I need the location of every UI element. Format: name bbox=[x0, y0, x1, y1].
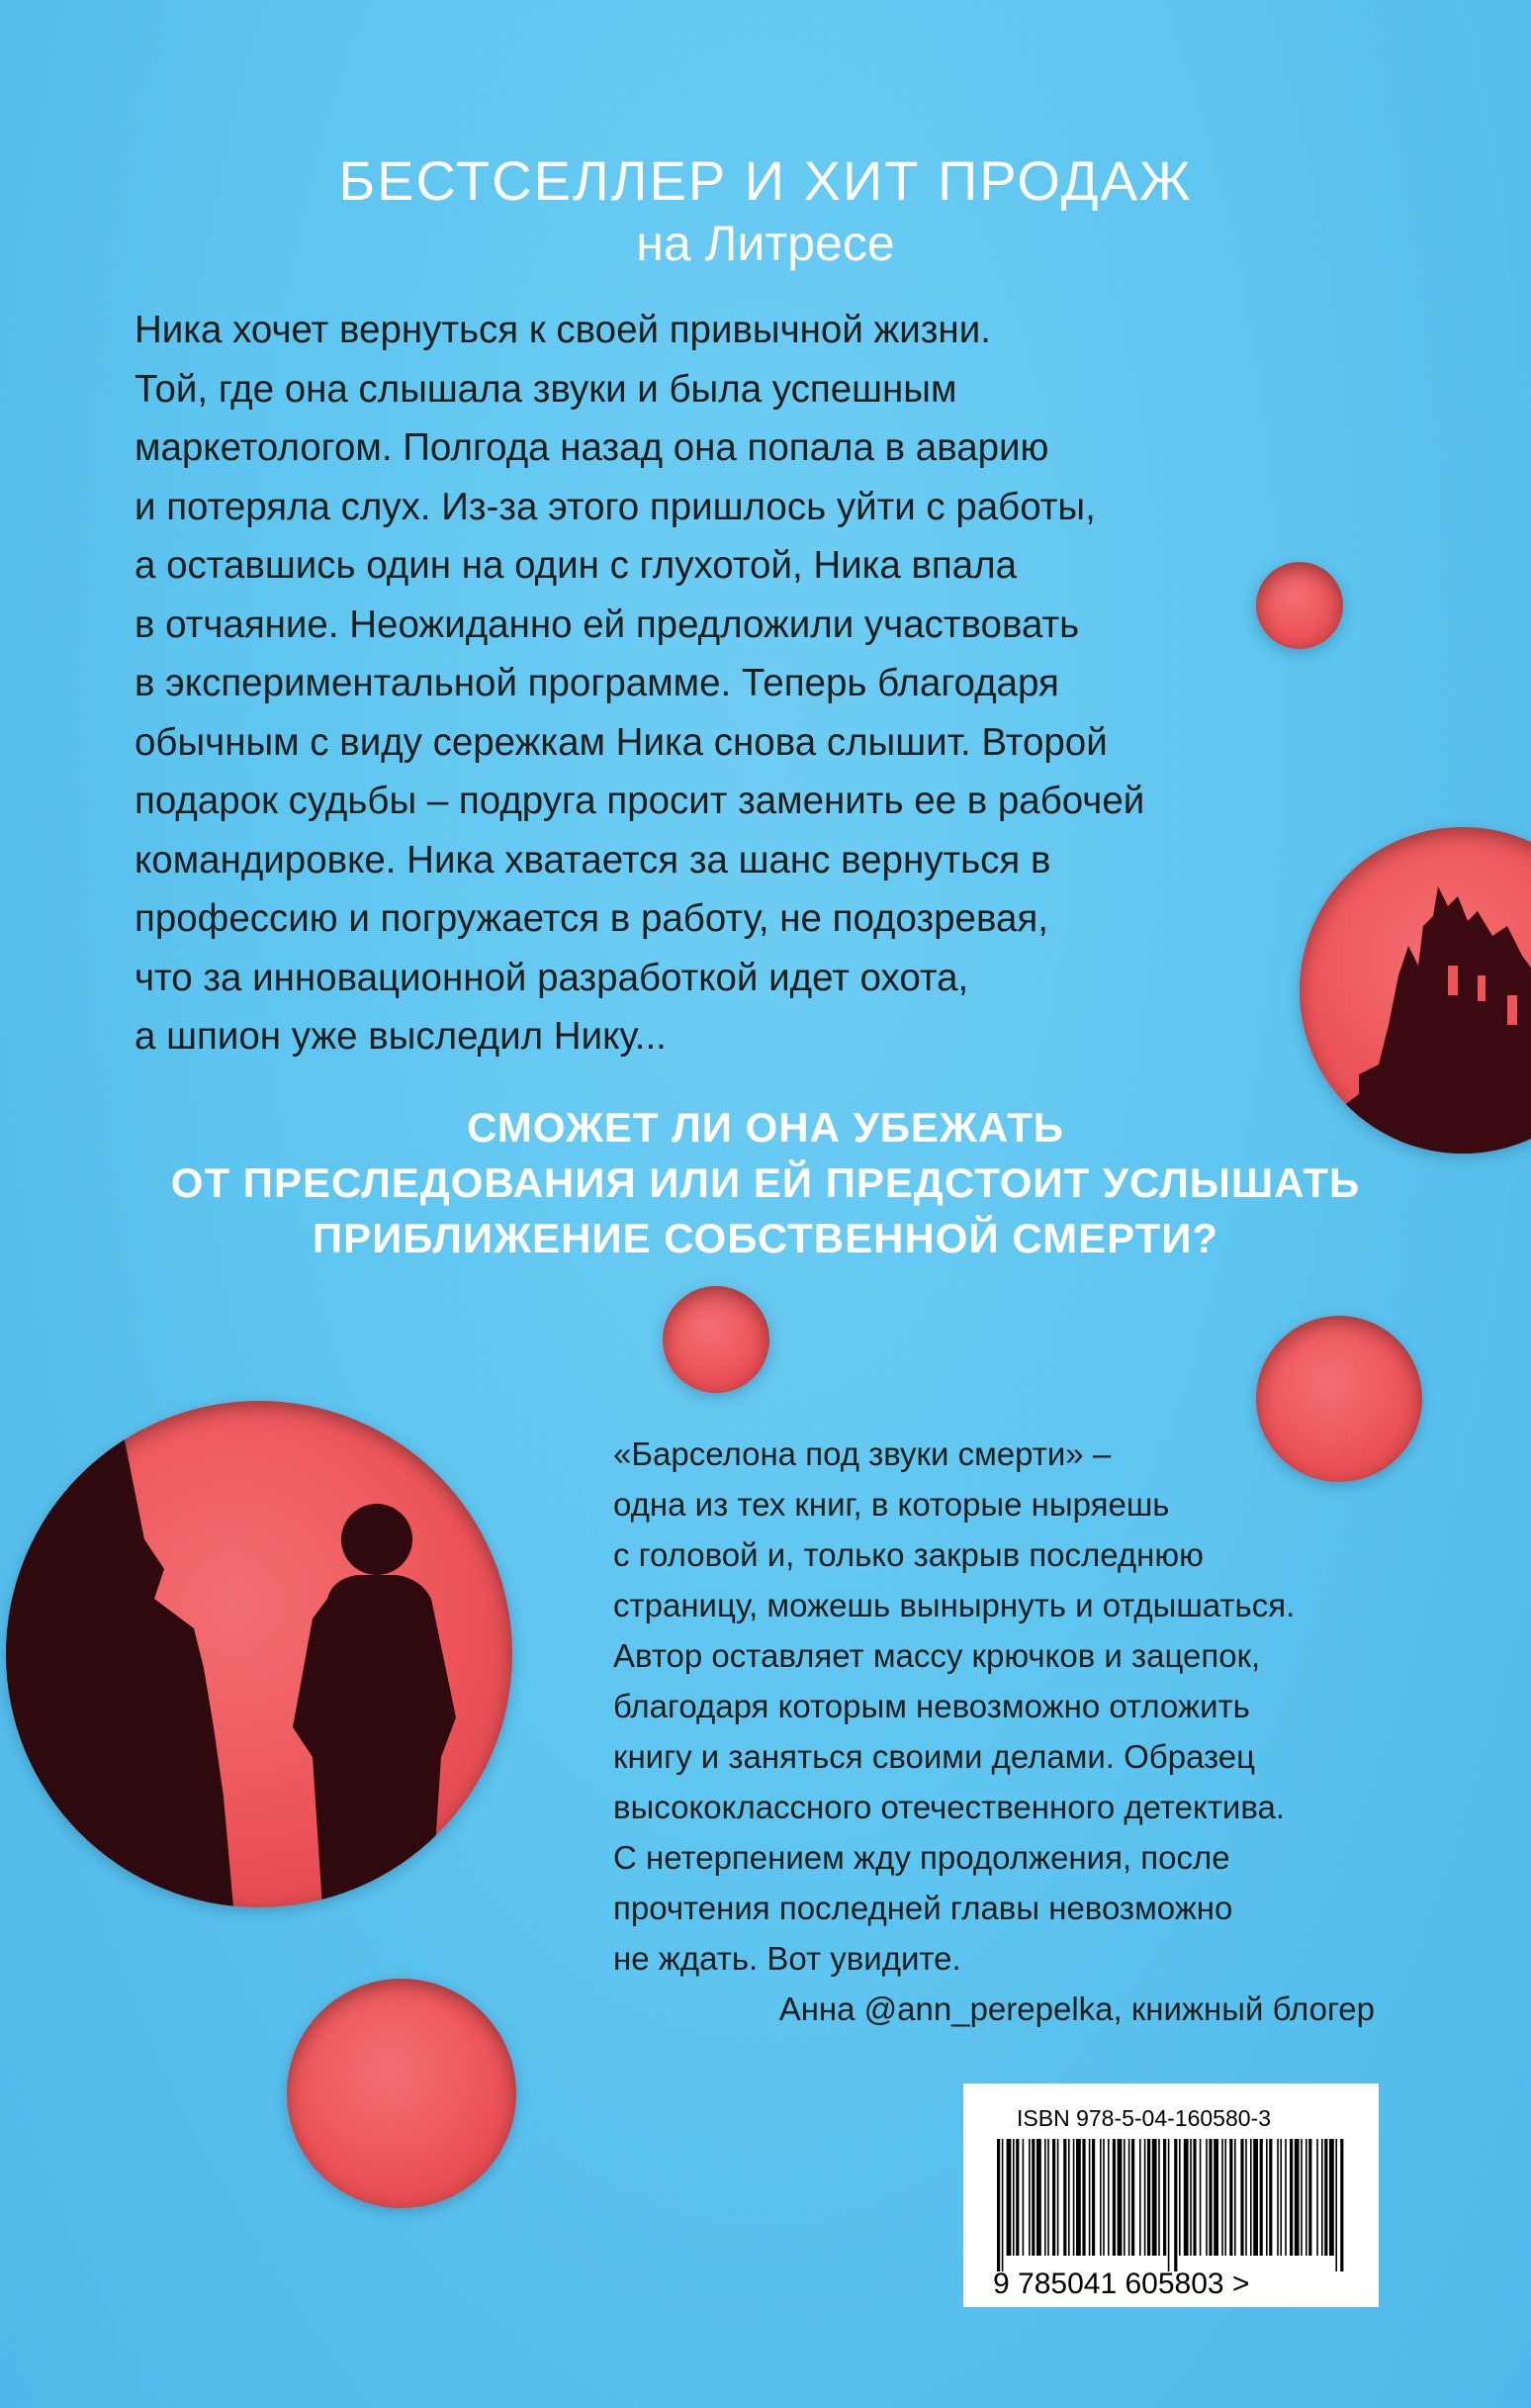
barcode-bar bbox=[1277, 2139, 1279, 2256]
man-silhouette-circle bbox=[6, 1401, 512, 1907]
barcode-bar bbox=[1029, 2139, 1031, 2256]
barcode-bar bbox=[1340, 2139, 1343, 2271]
review-line: книгу и заняться своими делами. Образец bbox=[613, 1738, 1256, 1775]
barcode-bar bbox=[1168, 2139, 1170, 2271]
barcode-bar bbox=[1209, 2139, 1212, 2256]
question-line: СМОЖЕТ ЛИ ОНА УБЕЖАТЬ bbox=[467, 1104, 1064, 1151]
barcode-bar bbox=[1131, 2139, 1134, 2256]
circle-bottom-left bbox=[287, 1979, 516, 2208]
barcode-bar bbox=[1124, 2139, 1126, 2256]
synopsis-text bbox=[135, 301, 1351, 1066]
barcode-bar bbox=[1174, 2139, 1177, 2271]
barcode-bar bbox=[1076, 2139, 1081, 2256]
barcode-bar bbox=[1306, 2139, 1307, 2256]
barcode-bar bbox=[1158, 2139, 1160, 2256]
barcode-bars bbox=[993, 2139, 1351, 2271]
synopsis-line: подарок судьбы – подруга просит заменить ее в рабочей bbox=[135, 780, 1145, 822]
synopsis-line: а оставшись один на один с глухотой, Ника впала bbox=[135, 544, 1018, 587]
review-line: с головой и, только закрыв последнюю bbox=[613, 1536, 1204, 1573]
synopsis-line: Той, где она слышала звуки и была успешным bbox=[135, 367, 957, 411]
barcode-bar bbox=[1200, 2139, 1202, 2256]
question-line: ОТ ПРЕСЛЕДОВАНИЯ ИЛИ ЕЙ ПРЕДСТОИТ УСЛЫШАТЬ bbox=[170, 1159, 1361, 1206]
barcode-bar bbox=[1044, 2139, 1046, 2256]
synopsis-line: что за инновационной разработкой идет охота, bbox=[135, 956, 969, 999]
small-circle-middle bbox=[663, 1286, 769, 1393]
barcode-bar bbox=[1335, 2139, 1337, 2271]
barcode-bar bbox=[1245, 2139, 1247, 2256]
barcode-bar bbox=[1190, 2139, 1192, 2256]
barcode-bar bbox=[1184, 2139, 1189, 2256]
barcode-bar bbox=[1013, 2139, 1015, 2256]
barcode-bar bbox=[1002, 2139, 1004, 2271]
barcode-bar bbox=[1163, 2139, 1166, 2256]
barcode-bar bbox=[1016, 2139, 1019, 2256]
barcode-bar bbox=[1224, 2139, 1226, 2256]
barcode-bar bbox=[1269, 2139, 1272, 2256]
synopsis-line: Ника хочет вернуться к своей привычной жизни. bbox=[135, 309, 991, 351]
barcode-bar bbox=[1221, 2139, 1223, 2256]
barcode-digits: 9 785041 605803 > bbox=[993, 2268, 1250, 2300]
review-line: благодаря которым невозможно отложить bbox=[613, 1688, 1250, 1724]
headline-line-2: на Литресе bbox=[636, 216, 895, 271]
barcode-bar bbox=[1068, 2139, 1070, 2256]
review-line: не ждать. Вот увидите. bbox=[613, 1940, 961, 1977]
barcode-bar bbox=[1250, 2139, 1252, 2256]
barcode-bar bbox=[1152, 2139, 1157, 2256]
barcode-bar bbox=[1052, 2139, 1055, 2256]
headline-line-1: БЕСТСЕЛЛЕР И ХИТ ПРОДАЖ bbox=[338, 149, 1193, 212]
barcode-bar bbox=[1280, 2139, 1282, 2256]
review-line: страницу, можешь вынырнуть и отдышаться. bbox=[613, 1587, 1296, 1623]
barcode-bar bbox=[1266, 2139, 1268, 2256]
synopsis-line: обычным с виду сережкам Ника снова слышит. Второй bbox=[135, 720, 1108, 764]
barcode-bar bbox=[1316, 2139, 1318, 2256]
review-line: одна из тех книг, в которые ныряешь bbox=[613, 1486, 1170, 1523]
barcode-bar bbox=[1108, 2139, 1110, 2256]
synopsis-line: и потеряла слух. Из-за этого пришлось уйти с работы, bbox=[135, 485, 1096, 528]
barcode-bar bbox=[1139, 2139, 1141, 2256]
barcode-bar bbox=[1214, 2139, 1218, 2256]
barcode-bar bbox=[997, 2139, 1000, 2271]
teaser-question bbox=[0, 1100, 1531, 1266]
barcode-bar bbox=[1329, 2139, 1334, 2256]
barcode-bar bbox=[1285, 2139, 1287, 2256]
barcode-bar bbox=[1007, 2139, 1012, 2256]
review-line: С нетерпением жду продолжения, после bbox=[613, 1839, 1230, 1876]
synopsis-line: командировке. Ника хватается за шанс вернуться в bbox=[135, 838, 1051, 881]
barcode-bar bbox=[1308, 2139, 1311, 2256]
synopsis-line: маркетологом. Полгода назад она попала в аварию bbox=[135, 426, 1049, 469]
barcode-bar bbox=[1092, 2139, 1095, 2256]
isbn-number: ISBN 978-5-04-160580-3 bbox=[1017, 2105, 1271, 2131]
barcode-bar bbox=[1324, 2139, 1327, 2256]
review-line: Автор оставляет массу крючков и зацепок, bbox=[613, 1637, 1261, 1674]
barcode-bar bbox=[1082, 2139, 1085, 2256]
barcode-bar bbox=[1229, 2139, 1232, 2256]
barcode-bar bbox=[1118, 2139, 1123, 2256]
barcode-bar bbox=[1128, 2139, 1130, 2256]
synopsis-line: а шпион уже выследил Нику... bbox=[135, 1015, 667, 1058]
review-line: высококлассного отечественного детектива. bbox=[613, 1789, 1286, 1825]
barcode-bar bbox=[1047, 2139, 1049, 2256]
barcode-bar bbox=[1144, 2139, 1146, 2256]
barcode-bar bbox=[1103, 2139, 1105, 2256]
barcode-bar bbox=[1147, 2139, 1150, 2256]
question-line: ПРИБЛИЖЕНИЕ СОБСТВЕННОЙ СМЕРТИ? bbox=[312, 1215, 1219, 1261]
barcode-bar bbox=[1206, 2139, 1208, 2256]
barcode-bar bbox=[1234, 2139, 1236, 2256]
barcode-bar bbox=[1260, 2139, 1263, 2256]
barcode-bar bbox=[1023, 2139, 1025, 2256]
review-signature: Анна @ann_perepelka, книжный блогер bbox=[778, 1991, 1375, 2027]
barcode-bar bbox=[1089, 2139, 1091, 2256]
barcode-bar bbox=[1113, 2139, 1116, 2256]
barcode-bar bbox=[1253, 2139, 1258, 2256]
barcode-bar bbox=[1179, 2139, 1181, 2256]
barcode-bar bbox=[1240, 2139, 1243, 2256]
review-line: прочтения последней главы невозможно bbox=[613, 1890, 1233, 1926]
barcode-bar bbox=[1100, 2139, 1102, 2256]
barcode-bar bbox=[1036, 2139, 1041, 2256]
review-line: «Барселона под звуки смерти» – bbox=[613, 1436, 1112, 1472]
synopsis-line: в экспериментальной программе. Теперь благодаря bbox=[135, 662, 1059, 704]
barcode-bar bbox=[1290, 2139, 1293, 2256]
barcode-bar bbox=[1193, 2139, 1196, 2256]
barcode-bar bbox=[1057, 2139, 1059, 2256]
barcode-bar bbox=[1301, 2139, 1303, 2256]
barcode-panel bbox=[963, 2084, 1379, 2307]
synopsis-line: профессию и погружается в работу, не подозревая, bbox=[135, 897, 1048, 940]
synopsis-line: в отчаяние. Неожиданно ей предложили участвовать bbox=[135, 602, 1080, 646]
barcode-bar bbox=[1321, 2139, 1323, 2256]
barcode-bar bbox=[1032, 2139, 1035, 2256]
barcode-bar bbox=[1063, 2139, 1066, 2256]
bestseller-headline bbox=[0, 148, 1531, 273]
review-quote bbox=[613, 1429, 1385, 2034]
man-silhouette-image bbox=[6, 1401, 512, 1907]
barcode-bar bbox=[1073, 2139, 1075, 2256]
barcode-bar bbox=[1295, 2139, 1300, 2256]
